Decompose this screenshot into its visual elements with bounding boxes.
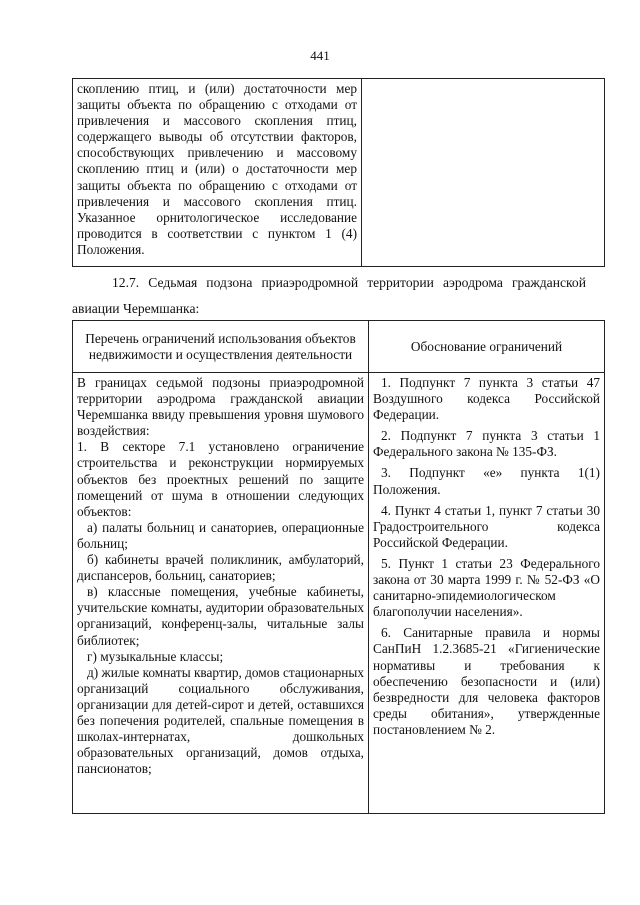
header-justification: Обоснование ограничений	[369, 321, 605, 373]
continuation-left-cell: скоплению птиц, и (или) достаточности мер защиты объекта по обращению с отходами от привлечения и массового скопления птиц, содержащего выводы об отсутствии факторов, способствующих привлечению и массовому скоплению птиц и (или) о достаточности мер защиты объекта по обращению с отходами от привлечения и массового скопления птиц. Указанное орнитологическое исследование проводится в соответствии с пунктом 1 (4) Положения.	[73, 79, 362, 267]
header-restrictions-list: Перечень ограничений использования объектов недвижимости и осуществления деятельности	[73, 321, 369, 373]
page-number: 441	[310, 48, 330, 63]
justification-item-6: 6. Санитарные правила и нормы СанПиН 1.2.3685-21 «Гигиенические нормативы и требования к обеспечению безопасности и (или) безвредности для человека факторов среды обитания», утвержденные постановлением № 2.	[373, 625, 600, 737]
justification-item-1: 1. Подпункт 7 пункта 3 статьи 47 Воздушного кодекса Российской Федерации.	[373, 375, 600, 423]
restriction-subitem-b: б) кабинеты врачей поликлиник, амбулаторий, диспансеров, больниц, санаториев;	[77, 552, 364, 584]
continuation-table	[72, 78, 605, 267]
justification-item-3: 3. Подпункт «е» пункта 1(1) Положения.	[373, 465, 600, 497]
restrictions-table	[72, 320, 605, 814]
restrictions-cell	[73, 373, 369, 814]
restriction-subitem-g: г) музыкальные классы;	[87, 648, 224, 664]
justification-item-4: 4. Пункт 4 статьи 1, пункт 7 статьи 30 Градостроительного кодекса Российской Федерации.	[373, 502, 600, 550]
table-header-row	[73, 321, 605, 373]
justification-item-2: 2. Подпункт 7 пункта 3 статьи 1 Федерального закона № 135-ФЗ.	[373, 428, 600, 460]
table-row	[73, 79, 605, 267]
restriction-item-1: 1. В секторе 7.1 установлено ограничение строительства и реконструкции нормируемых объектов без проектных решений по защите помещений от шума в отношении следующих объектов:	[77, 439, 364, 519]
justification-cell	[369, 373, 605, 814]
table-row	[73, 373, 605, 814]
restriction-subitem-v: в) классные помещения, учебные кабинеты, учительские комнаты, аудитории образовательных организаций, конференц-залы, читальные залы библиотек;	[77, 584, 364, 648]
section-heading: 12.7. Седьмая подзона приаэродромной территории аэродрома гражданской авиации Черемшанка:	[72, 275, 586, 316]
restriction-intro: В границах седьмой подзоны приаэродромной территории аэродрома гражданской авиации Черемшанка ввиду превышения уровня шумового воздействия:	[77, 375, 364, 439]
restriction-subitem-a: а) палаты больниц и санаториев, операционные больниц;	[77, 519, 364, 551]
continuation-right-cell	[362, 79, 605, 267]
restriction-subitem-d: д) жилые комнаты квартир, домов стационарных организаций социального обслуживания, организации для детей-сирот и детей, оставшихся без попечения родителей, спальные помещения в школах-интернатах, дошкольных образовательных организаций, домов отдыха, пансионатов;	[77, 664, 364, 777]
justification-item-5: 5. Пункт 1 статьи 23 Федерального закона от 30 марта 1999 г. № 52-ФЗ «О санитарно-эпидемиологическом благополучии населения».	[373, 555, 600, 620]
